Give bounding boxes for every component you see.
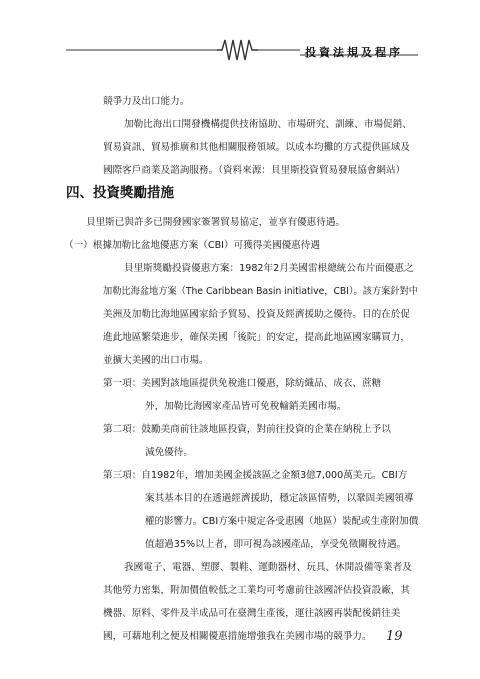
body-line: 機器、原料、零件及半成品可在臺灣生產後，運往該國再裝配後銷往美 [103, 608, 401, 619]
body-line: 貝里斯已與許多已開發國家簽署貿易協定，並享有優惠待遇。 [86, 217, 346, 228]
body-line: 國際客戶商業及諮詢服務。（資料來源：貝里斯投資貿易發展協會網站） [103, 165, 406, 176]
running-header-title: 投資法規及程序 [305, 46, 403, 59]
body-line: 值超過35%以上者，即可視為該國產品，享受免徵關稅待遇。 [145, 539, 407, 550]
body-line: 貿易資訊、貿易推廣和其他相關服務領域。以成本均攤的方式提供區域及 [103, 142, 410, 153]
body-line: 案其基本目的在透過經濟援助，穩定該區情勢，以鞏固美國領導 [145, 493, 414, 504]
body-line: 其他勞力密集，附加價值較低之工業均可考慮前往該國評估投資設廠，其 [103, 585, 410, 596]
body-line: 第一項：美國對該地區提供免稅進口優惠，除紡織品、成衣、蔗糖 [103, 378, 382, 389]
body-line: 並擴大美國的出口市場。 [103, 355, 209, 366]
body-line: 第二項：鼓勵美商前往該地區投資，對前往投資的企業在納稅上予以 [103, 424, 391, 435]
body-line: 外，加勒比海國家產品皆可免稅輸銷美國市場。 [145, 401, 347, 412]
page-number: 19 [386, 629, 403, 644]
body-line: 貝里斯獎勵投資優惠方案：1982年2月美國雷根總統公布片面優惠之 [124, 263, 414, 274]
body-line: 第三項：自1982年，增加美國金援該區之金額3億7,000萬美元。CBI方 [103, 470, 408, 481]
body-line: 競爭力及出口能力。 [103, 96, 190, 107]
section-heading: 四、投資獎勵措施 [66, 185, 174, 201]
body-line: 國，可藉地利之便及相關優惠措施增強我在美國市場的競爭力。 [103, 631, 372, 642]
body-line: 減免優待。 [145, 447, 193, 458]
body-line: 進此地區繁榮進步，確保美國「後院」的安定，提高此地區國家購買力， [103, 332, 410, 343]
page-header [0, 0, 480, 60]
body-line: 我國電子、電器、塑膠、製鞋、運動器材、玩具、休閒設備等業者及 [124, 562, 412, 573]
body-line: 權的影響力。CBI方案中規定各受惠國（地區）裝配或生產附加價 [145, 516, 419, 527]
header-heartbeat-rule [0, 0, 480, 60]
subsection-heading: （一）根據加勒比盆地優惠方案（CBI）可獲得美國優惠待遇 [64, 240, 320, 251]
body-line: 美洲及加勒比海地區國家給予貿易、投資及經濟援助之優待。目的在於促 [103, 309, 410, 320]
body-line: 加勒比海出口開發機構提供技術協助、市場研究、訓練、市場促銷、 [124, 119, 412, 130]
body-line: 加勒比海盆地方案（The Caribbean Basin initiative，CBI）。該方案針對中 [103, 286, 419, 297]
